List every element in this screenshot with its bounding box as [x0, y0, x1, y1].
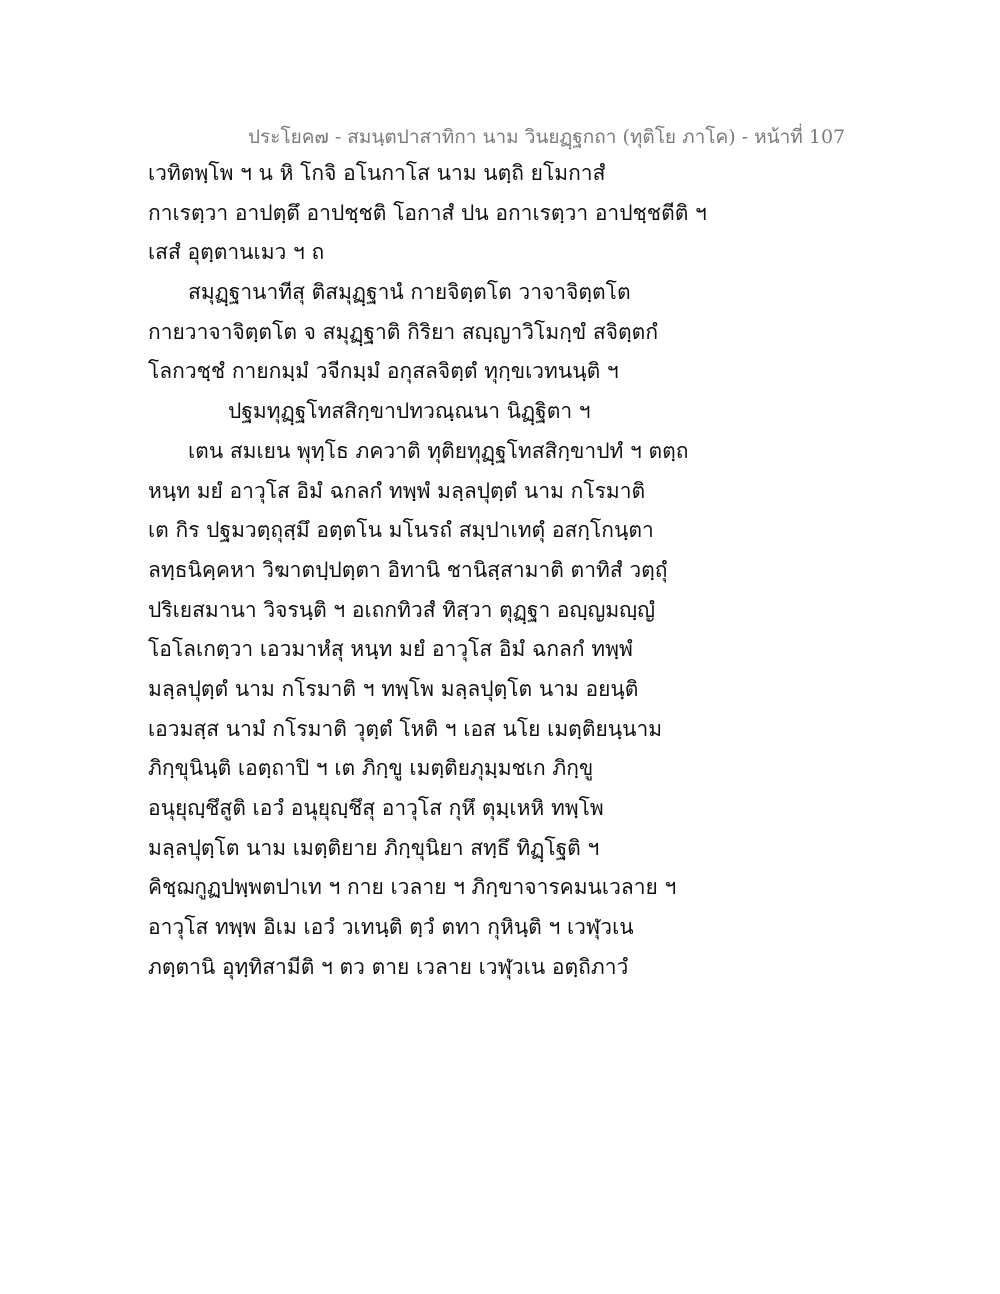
text-line: โอโลเกตฺวา เอวมาหํสุ หนฺท มยํ อาวุโส อิมํ ฉกลกํ ทพฺพํ [148, 637, 633, 662]
text-line: สมุฏฺฐานาทีสุ ติสมุฏฺฐานํ กายจิตฺตโต วาจาจิตฺตโต [188, 280, 631, 305]
text-line: ลทฺธนิคฺคหา วิฆาตปฺปตฺตา อิทานิ ชานิสฺสามาติ ตาทิสํ วตฺถุํ [148, 557, 668, 582]
text-line: ปริเยสมานา วิจรนฺติ ฯ อเถกทิวสํ ทิสฺวา ตุฏฺฐา อญฺญมญฺญํ [148, 597, 655, 622]
text-line: อนุยุญฺชึสูติ เอวํ อนุยุญฺชึสุ อาวุโส กุหึ ตุมฺเหหิ ทพฺโพ [148, 796, 604, 820]
text-line: ภตฺตานิ อุทฺทิสามีติ ฯ ตว ตาย เวลาย เวฬุวเน อตฺถิภาวํ [148, 954, 629, 979]
text-line: มลฺลปุตฺตํ นาม กโรมาติ ฯ ทพฺโพ มลฺลปุตฺโต นาม อยนฺติ [148, 676, 639, 701]
text-line: เต กิร ปฐมวตฺถุสฺมึ อตฺตโน มโนรถํ สมฺปาเทตุํ อสกฺโกนฺตา [148, 518, 654, 543]
section-end-title: ปฐมทุฏฺฐโทสสิกฺขาปทวณฺณนา นิฏฺฐิตา ฯ [228, 399, 591, 424]
text-line: เวทิตพฺโพ ฯ น หิ โกจิ อโนกาโส นาม นตฺถิ ยโมกาสํ [148, 161, 606, 185]
text-line: อาวุโส ทพฺพ อิเม เอวํ วเทนฺติ ตฺวํ ตทา กุหินฺติ ฯ เวฬุวเน [148, 915, 634, 940]
body-text [148, 154, 768, 987]
text-line: กายวาจาจิตฺตโต จ สมุฏฺฐาติ กิริยา สญฺญาวิโมกฺขํ สจิตฺตกํ [148, 319, 659, 344]
text-line: เตน สมเยน พุทฺโธ ภควาติ ทุติยทุฏฺฐโทสสิกฺขาปทํ ฯ ตตฺถ [188, 438, 689, 463]
text-line: กาเรตฺวา อาปตฺตึ อาปชฺชติ โอกาสํ ปน อกาเรตฺวา อาปชฺชตีติ ฯ [148, 200, 707, 225]
text-line: คิชฺฌกูฏปพฺพตปาเท ฯ กาย เวลาย ฯ ภิกฺขาจารคมนเวลาย ฯ [148, 875, 677, 900]
text-line: หนฺท มยํ อาวุโส อิมํ ฉกลกํ ทพฺพํ มลฺลปุตฺตํ นาม กโรมาติ [148, 478, 646, 503]
text-line: เอวมสฺส นามํ กโรมาติ วุตฺตํ โหติ ฯ เอส นโย เมตฺติยนฺนาม [148, 716, 663, 741]
text-line: เสสํ อุตฺตานเมว ฯ ถ [148, 240, 325, 265]
text-line: มลฺลปุตฺโต นาม เมตฺติยาย ภิกฺขุนิยา สทฺธึ ทิฏฺโฐติ ฯ [148, 835, 600, 860]
page-header: ประโยค๗ - สมนฺตปาสาทิกา นาม วินยฏฺฐกถา (ทุติโย ภาโค) - หน้าที่ 107 [248, 126, 846, 148]
text-line: โลกวชฺชํ กายกมฺมํ วจีกมฺมํ อกุสลจิตฺตํ ทุกฺขเวทนนฺติ ฯ [148, 359, 619, 384]
text-line: ภิกฺขุนินฺติ เอตฺถาปิ ฯ เต ภิกฺขู เมตฺติยภุมฺมชเก ภิกฺขู [148, 756, 594, 781]
